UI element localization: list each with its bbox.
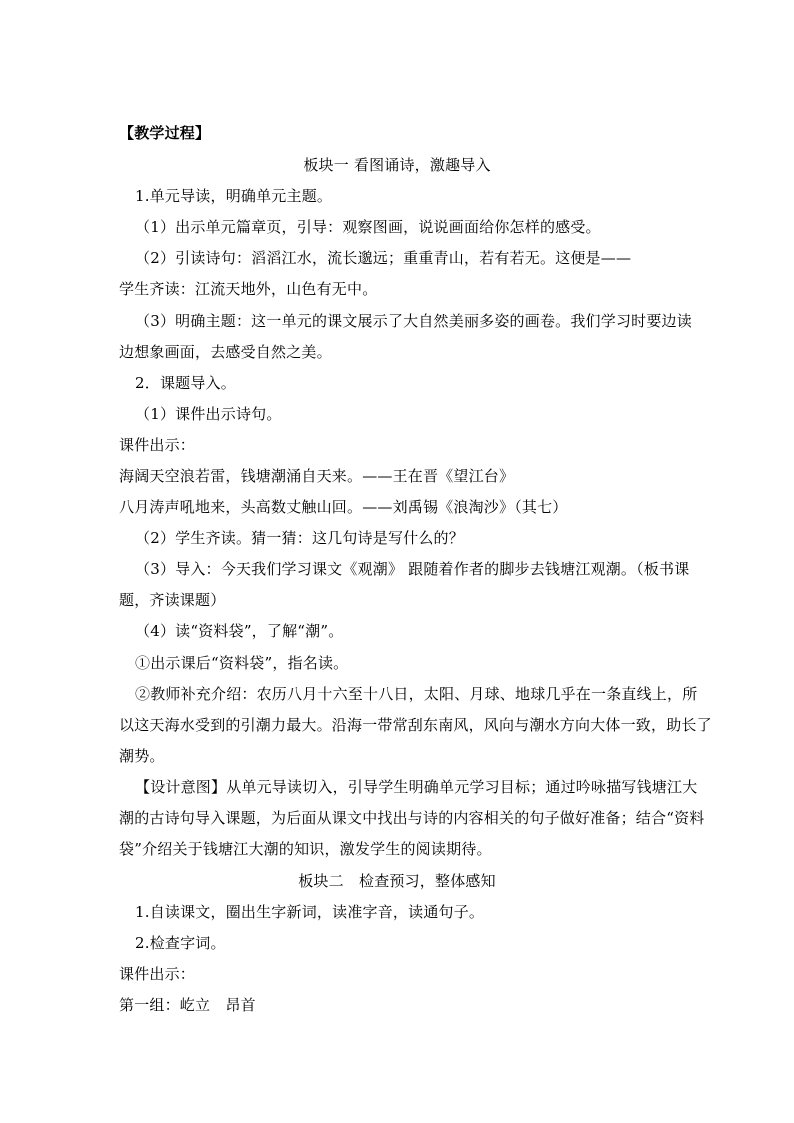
design-intent-line-1: 【设计意图】从单元导读切入，引导学生明确单元学习目标；通过吟咏描写钱塘江大 (135, 778, 698, 796)
paragraph-show-resource: ①出示课后“资料袋”，指名读。 (135, 654, 349, 672)
paragraph-courseware-label-2: 课件出示： (119, 965, 196, 983)
paragraph-courseware-poems: （1）课件出示诗句。 (135, 405, 282, 423)
paragraph-student-read: 学生齐读：江流天地外，山色有无中。 (119, 280, 378, 298)
paragraph-lead-in-line-1: （3）导入：今天我们学习课文《观潮》 跟随着作者的脚步去钱塘江观潮。（板书课 (135, 560, 690, 578)
paragraph-teacher-line-3: 潮势。 (119, 747, 165, 765)
paragraph-teacher-line-2: 以这天海水受到的引潮力最大。沿海一带常刮东南风，风向与潮水方向大体一致，助长了 (119, 716, 712, 734)
paragraph-courseware-label-1: 课件出示： (119, 436, 196, 454)
block-one-title: 板块一 看图诵诗，激趣导入 (303, 156, 491, 174)
paragraph-step-1: （1）出示单元篇章页，引导：观察图画，说说画面给你怎样的感受。 (135, 218, 601, 236)
paragraph-resource-bag: （4）读“资料袋”，了解“潮”。 (135, 622, 344, 640)
paragraph-check-words: 2.检查字词。 (135, 934, 226, 952)
design-intent-line-2: 潮的古诗句导入课题，为后面从课文中找出与诗的内容相关的句子做好准备；结合“资料 (119, 809, 705, 827)
paragraph-guess: （2）学生齐读。猜一猜：这几句诗是写什么的？ (135, 529, 464, 547)
paragraph-title-intro: 2．课题导入。 (135, 374, 236, 392)
poem-line-2: 八月涛声吼地来，头高数丈触山回。——刘禹锡《浪淘沙》（其七） (119, 498, 568, 516)
design-intent-line-3: 袋”介绍关于钱塘江大潮的知识，激发学生的阅读期待。 (119, 840, 492, 858)
paragraph-step-2: （2）引读诗句：滔滔江水，流长邈远；重重青山，若有若无。这便是—— (135, 249, 632, 267)
paragraph-step-3-line-1: （3）明确主题：这一单元的课文展示了大自然美丽多姿的画卷。我们学习时要边读 (135, 312, 692, 330)
block-two-title: 板块二 检查预习，整体感知 (298, 872, 496, 890)
word-group-1: 第一组：屹立 昂首 (119, 996, 256, 1014)
paragraph-lead-in-line-2: 题，齐读课题） (119, 591, 226, 609)
paragraph-step-3-line-2: 边想象画面，去感受自然之美。 (119, 343, 332, 361)
section-header: 【教学过程】 (119, 124, 211, 142)
paragraph-self-read: 1.自读课文，圈出生字新词，读准字音，读通句子。 (135, 903, 485, 921)
paragraph-teacher-line-1: ②教师补充介绍：农历八月十六至十八日，太阳、月球、地球几乎在一条直线上，所 (135, 685, 698, 703)
paragraph-unit-intro: 1.单元导读，明确单元主题。 (135, 187, 333, 205)
poem-line-1: 海阔天空浪若雷，钱塘潮涌自天来。——王在晋《望江台》 (119, 467, 515, 485)
